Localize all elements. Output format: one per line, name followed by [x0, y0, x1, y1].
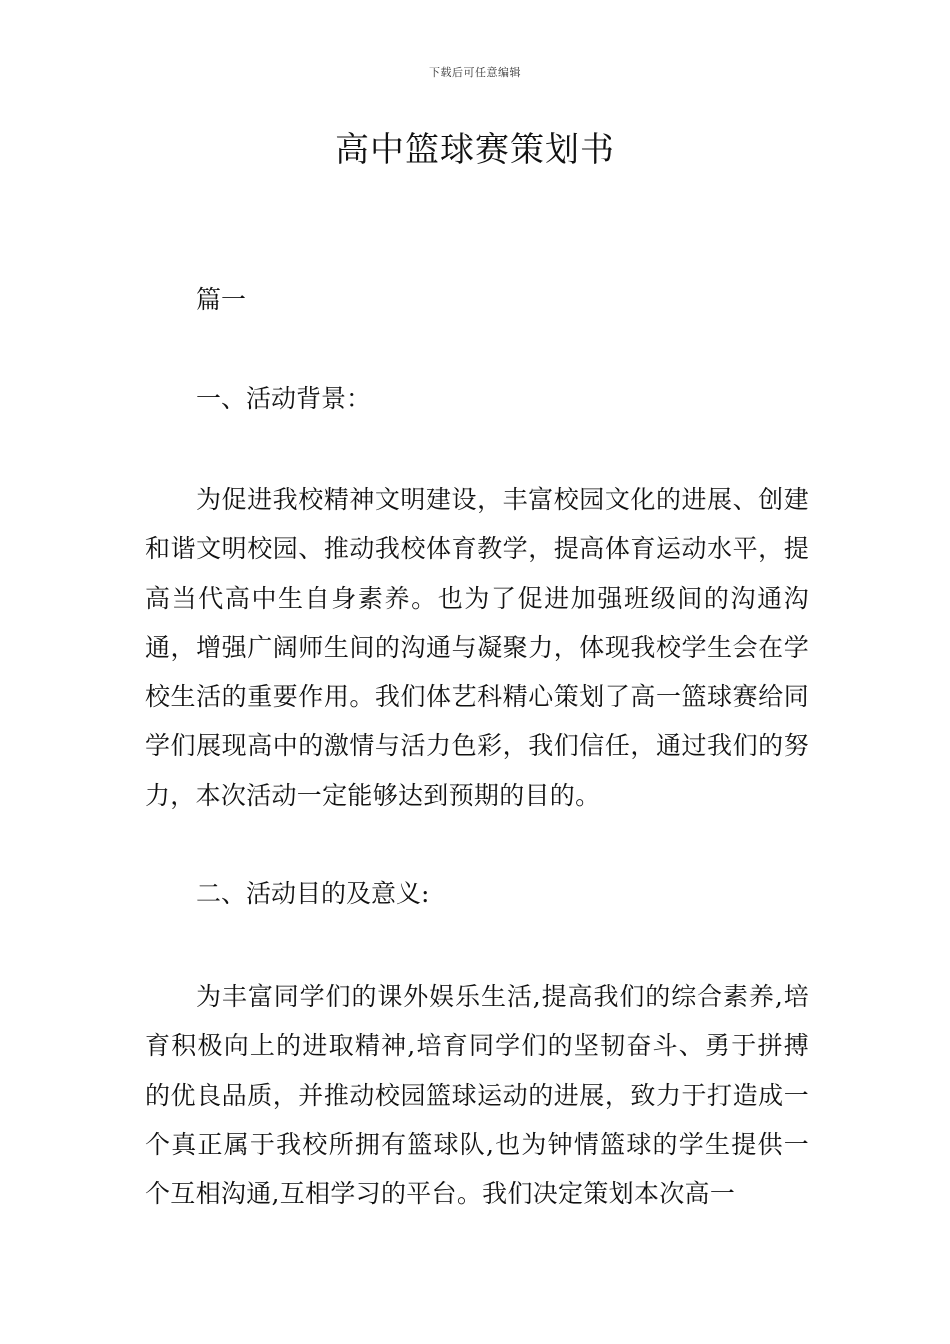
document-title: 高中篮球赛策划书 [335, 130, 615, 170]
section1-heading: 一、活动背景： [196, 384, 372, 413]
section1-body: 为促进我校精神文明建设，丰富校园文化的进展、创建和谐文明校园、推动我校体育教学，提高体育运动水平，提高当代高中生自身素养。也为了促进加强班级间的沟通沟通，增强广阔师生间的沟通与凝聚力，体现我校学生会在学校生活的重要作用。我们体艺科精心策划了高一篮球赛给同学们展现高中的激情与活力色彩，我们信任，通过我们的努力，本次活动一定能够达到预期的目的。 [145, 485, 809, 810]
header-note: 下载后可任意编辑 [429, 66, 521, 79]
part-label: 篇一 [196, 285, 247, 314]
section2-heading: 二、活动目的及意义: [196, 879, 430, 908]
section2-body: 为丰富同学们的课外娱乐生活,提高我们的综合素养,培育积极向上的进取精神,培育同学们的坚韧奋斗、勇于拼搏的优良品质，并推动校园篮球运动的进展，致力于打造成一个真正属于我校所拥有篮球队,也为钟情篮球的学生提供一个互相沟通,互相学习的平台。我们决定策划本次高一 [145, 982, 809, 1209]
